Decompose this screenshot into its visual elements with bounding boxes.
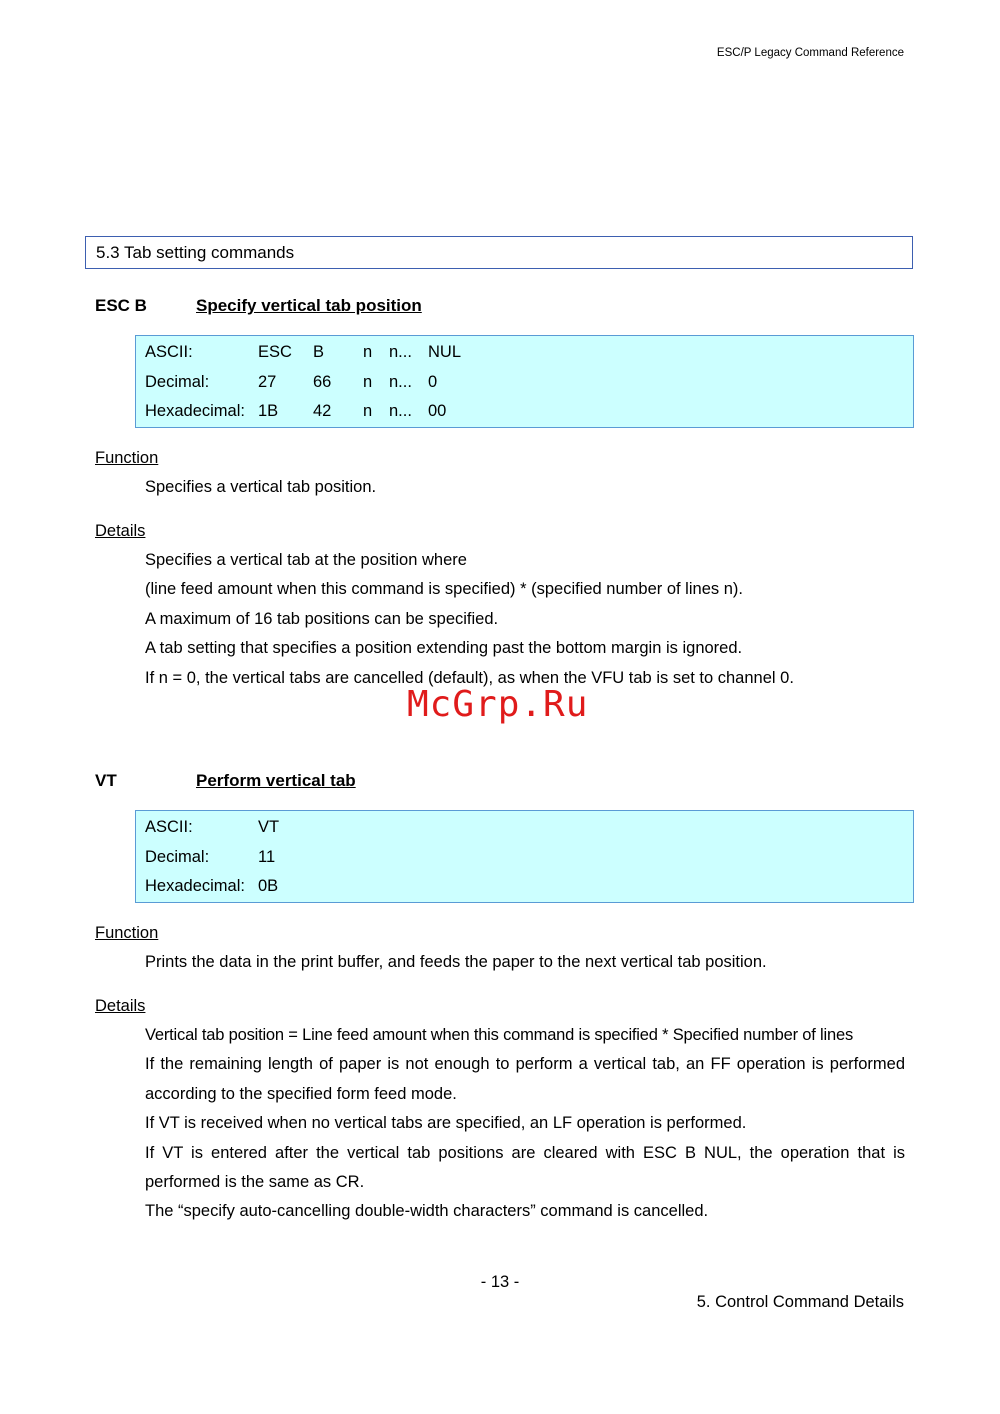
function-paragraph: Prints the data in the print buffer, and feeds the paper to the next vertical tab position.	[145, 953, 767, 971]
code-value: 27	[258, 372, 277, 391]
code-value: ESC	[258, 343, 292, 361]
code-value: 0	[428, 372, 438, 391]
code-row-hexadecimal	[136, 397, 913, 427]
code-value: VT	[258, 818, 280, 836]
details-text	[145, 1021, 905, 1227]
code-value: n	[363, 372, 373, 391]
code-label: ASCII:	[145, 343, 193, 361]
command-code: ESC B	[95, 296, 147, 315]
function-text	[145, 473, 905, 502]
details-paragraph: (line feed amount when this command is specified) * (specified number of lines n).	[145, 580, 743, 599]
details-paragraph: If the remaining length of paper is not enough to perform a vertical tab, an FF operation is performed according to the specified form feed mode.	[145, 1055, 905, 1103]
command-code-table	[135, 810, 914, 903]
function-text	[145, 948, 905, 977]
code-row-hexadecimal	[136, 872, 913, 902]
code-value: n...	[389, 372, 412, 391]
code-label: Hexadecimal:	[145, 877, 245, 895]
details-paragraph: Vertical tab position = Line feed amount when this command is specified * Specified number of lines	[145, 1026, 853, 1044]
code-label: Hexadecimal:	[145, 402, 245, 420]
code-value: 1B	[258, 402, 279, 420]
chapter-footer: 5. Control Command Details	[696, 1293, 904, 1311]
code-value: n...	[389, 343, 412, 361]
code-value: NUL	[428, 343, 462, 361]
code-label: Decimal:	[145, 372, 210, 391]
details-paragraph: If VT is received when no vertical tabs are specified, an LF operation is performed.	[145, 1114, 747, 1133]
command-code: VT	[95, 771, 117, 790]
code-value: n...	[389, 402, 412, 420]
code-label: ASCII:	[145, 818, 193, 836]
command-code-table	[135, 335, 914, 428]
code-row-ascii	[136, 813, 913, 843]
details-paragraph: A tab setting that specifies a position extending past the bottom margin is ignored.	[145, 639, 743, 658]
function-heading: Function	[95, 449, 159, 467]
code-row-decimal	[136, 368, 913, 398]
code-value: n	[363, 343, 373, 361]
details-paragraph: If n = 0, the vertical tabs are cancelled (default), as when the VFU tab is set to channel 0.	[145, 668, 794, 687]
running-header: ESC/P Legacy Command Reference	[716, 47, 904, 59]
code-value: 11	[258, 847, 276, 866]
details-paragraph: If VT is entered after the vertical tab positions are cleared with ESC B NUL, the operation that is performed is the same as CR.	[145, 1143, 905, 1192]
command-heading-esc-b	[95, 296, 422, 316]
function-paragraph: Specifies a vertical tab position.	[145, 478, 377, 496]
details-paragraph: The “specify auto-cancelling double-width characters” command is cancelled.	[145, 1202, 709, 1221]
code-value: B	[313, 343, 325, 361]
section-title: 5.3 Tab setting commands	[85, 236, 913, 269]
details-paragraph: Specifies a vertical tab at the position where	[145, 551, 467, 569]
code-row-decimal	[136, 843, 913, 873]
function-heading: Function	[95, 924, 159, 942]
page-number: - 13 -	[480, 1273, 520, 1291]
details-heading: Details	[95, 997, 146, 1015]
command-name: Specify vertical tab position	[196, 296, 422, 315]
details-text	[145, 546, 905, 693]
details-paragraph: A maximum of 16 tab positions can be specified.	[145, 609, 499, 628]
command-heading-vt	[95, 771, 356, 791]
watermark: McGrp.Ru	[407, 684, 589, 725]
code-label: Decimal:	[145, 847, 210, 866]
code-row-ascii	[136, 338, 913, 368]
code-value: 0B	[258, 877, 279, 895]
command-name: Perform vertical tab	[196, 771, 356, 790]
code-value: 66	[313, 372, 332, 391]
code-value: 00	[428, 402, 447, 420]
code-value: n	[363, 402, 373, 420]
code-value: 42	[313, 402, 332, 420]
details-heading: Details	[95, 522, 146, 540]
